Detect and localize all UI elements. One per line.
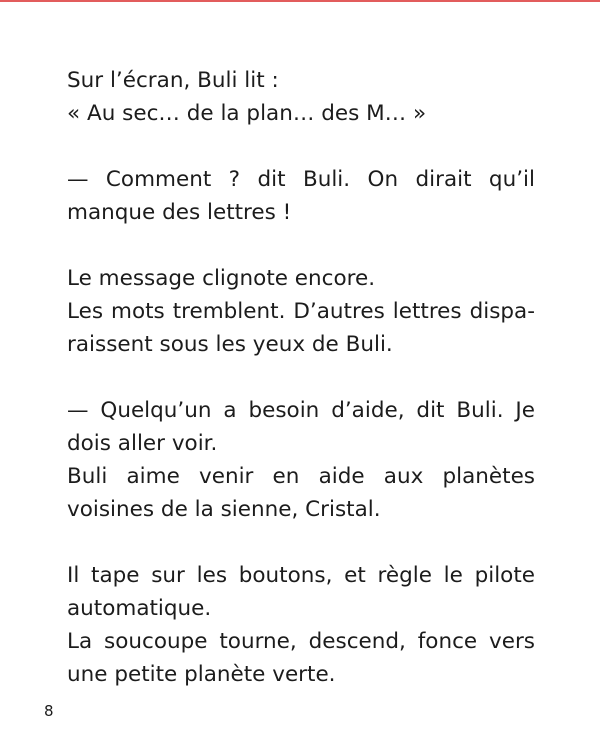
- story-text: [67, 64, 535, 724]
- text-line: La soucoupe tourne, descend, fonce vers une petite planète verte.: [67, 629, 535, 687]
- text-line: Sur l’écran, Buli lit :: [67, 68, 279, 93]
- top-decorative-rule: [0, 0, 600, 2]
- paragraph-saucer-departs: [67, 559, 535, 691]
- text-line: Il tape sur les boutons, et règle le pilote automatique.: [67, 563, 535, 621]
- text-line: — Comment ? dit Buli. On dirait qu’il manque des lettres !: [67, 167, 535, 225]
- text-line: Le message clignote encore.: [67, 266, 376, 291]
- paragraph-message-blinks: [67, 262, 535, 361]
- paragraph-screen-message: [67, 64, 535, 130]
- text-line: — Quelqu’un a besoin d’aide, dit Buli. Je dois aller voir.: [67, 398, 535, 456]
- text-line: Buli aime venir en aide aux planètes voisines de la sienne, Cristal.: [67, 464, 535, 522]
- text-line: Les mots tremblent. D’autres lettres disparaissent sous les yeux de Buli.: [67, 299, 535, 357]
- paragraph-buli-helps: [67, 394, 535, 526]
- paragraph-buli-question: [67, 163, 535, 229]
- text-line: « Au sec… de la plan… des M… »: [67, 101, 427, 126]
- page-number: 8: [44, 702, 54, 720]
